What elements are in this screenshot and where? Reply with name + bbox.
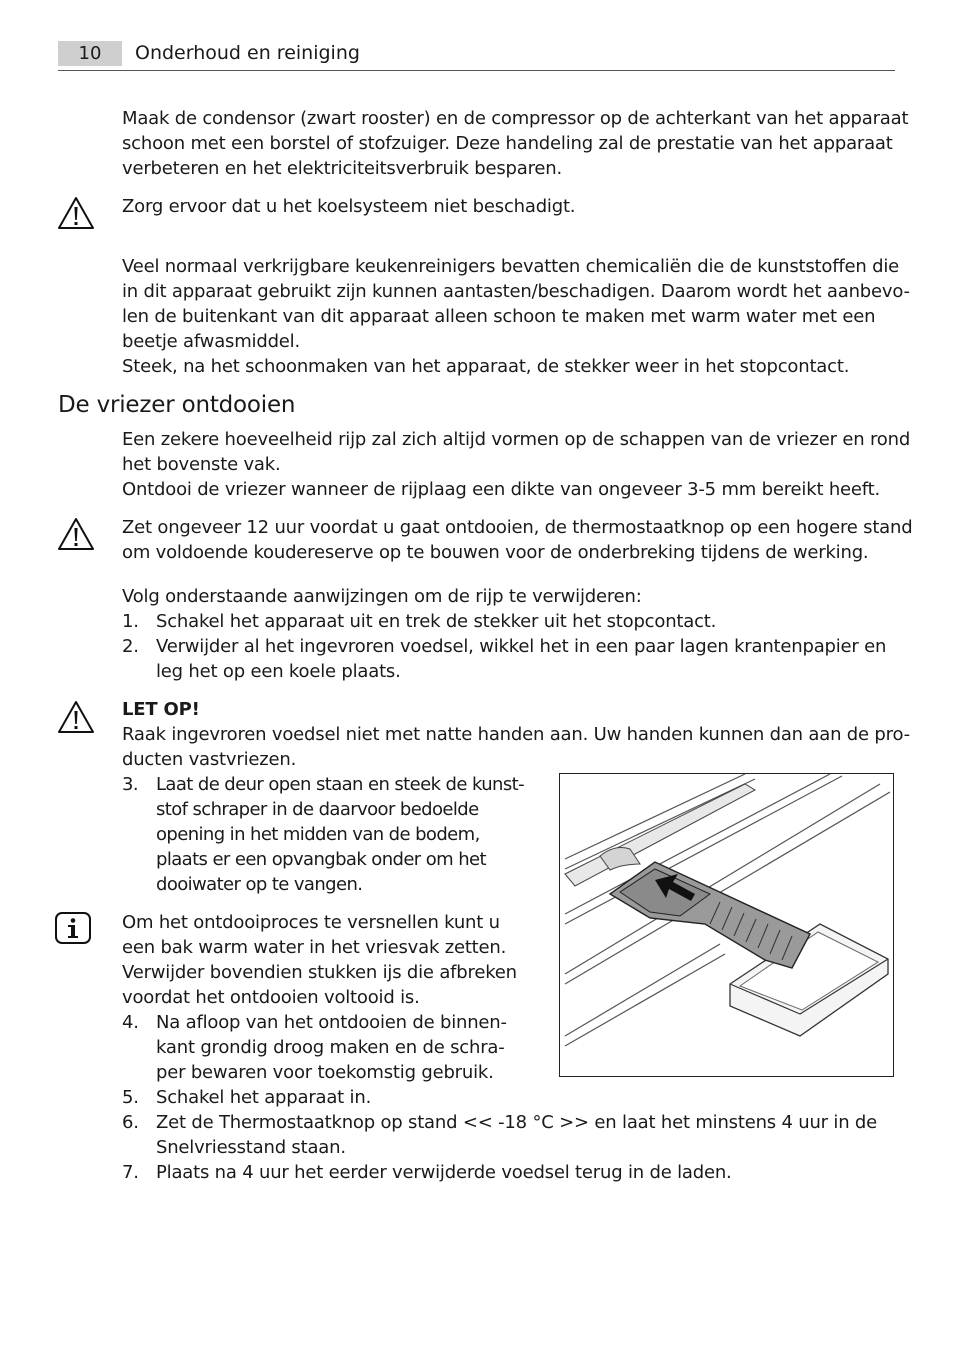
defrost-scraper-drawing	[560, 774, 893, 1076]
list-item	[122, 1010, 542, 1085]
text-line: Zet de Thermostaatknop op stand << -18 °C >> en laat het minstens 4 uur in de	[156, 1112, 878, 1133]
text-line: Steek, na het schoonmaken van het apparaat, de stekker weer in het stopcontact.	[122, 356, 850, 377]
text-line: plaats er een opvangbak onder om het	[156, 849, 486, 870]
text-line: beetje afwasmiddel.	[122, 331, 300, 352]
list-number: 1.	[122, 611, 139, 632]
list-item	[122, 1110, 902, 1160]
info-text	[122, 910, 542, 1085]
list-number: 6.	[122, 1112, 139, 1133]
text-line: Raak ingevroren voedsel niet met natte handen aan. Uw handen kunnen dan aan de pro-	[122, 724, 910, 745]
text-line: om voldoende koudereserve op te bouwen voor de onderbreking tijdens de werking.	[122, 542, 869, 563]
list-item	[122, 634, 902, 684]
list-number: 7.	[122, 1162, 139, 1183]
section-heading: De vriezer ontdooien	[58, 392, 296, 418]
list-item	[122, 1085, 902, 1110]
text-line: Zet ongeveer 12 uur voordat u gaat ontdooien, de thermostaatknop op een hogere stand	[122, 517, 913, 538]
defrost-intro-paragraph	[122, 427, 910, 502]
text-line: per bewaren voor toekomstig gebruik.	[156, 1062, 494, 1083]
cleaning-paragraph	[122, 254, 910, 379]
page-number: 10	[58, 41, 122, 66]
info-icon	[54, 911, 92, 945]
text-line: Schakel het apparaat uit en trek de stekker uit het stopcontact.	[156, 611, 717, 632]
text-line: verbeteren en het elektriciteitsverbruik besparen.	[122, 158, 562, 179]
list-item	[122, 609, 902, 634]
text-line: het bovenste vak.	[122, 454, 281, 475]
header-divider	[58, 70, 895, 71]
warning-triangle-icon	[57, 196, 95, 230]
section-header-title: Onderhoud en reiniging	[135, 42, 360, 64]
scraper-illustration	[559, 773, 894, 1077]
text-line: in dit apparaat gebruikt zijn kunnen aantasten/beschadigen. Daarom wordt het aanbevo-	[122, 281, 910, 302]
list-number: 4.	[122, 1012, 139, 1033]
text-line: kant grondig droog maken en de schra-	[156, 1037, 505, 1058]
list-number: 5.	[122, 1087, 139, 1108]
text-line: stof schraper in de daarvoor bedoelde	[156, 799, 479, 820]
warning-triangle-icon	[57, 700, 95, 734]
caution-block	[122, 697, 910, 772]
list-number: 2.	[122, 636, 139, 657]
text-line: schoon met een borstel of stofzuiger. Deze handeling zal de prestatie van het apparaat	[122, 133, 893, 154]
text-line: voordat het ontdooien voltooid is.	[122, 987, 420, 1008]
steps-block	[122, 584, 902, 684]
text-line: opening in het midden van de bodem,	[156, 824, 480, 845]
list-item	[122, 772, 542, 897]
text-line: Na afloop van het ontdooien de binnen-	[156, 1012, 507, 1033]
text-line: Maak de condensor (zwart rooster) en de compressor op de achterkant van het apparaat	[122, 108, 909, 129]
steps-block-final	[122, 1085, 902, 1185]
text-line: Om het ontdooiproces te versnellen kunt u	[122, 912, 500, 933]
text-line: dooiwater op te vangen.	[156, 874, 363, 895]
text-line: Snelvriesstand staan.	[156, 1137, 346, 1158]
list-number: 3.	[122, 774, 138, 795]
text-line: Verwijder al het ingevroren voedsel, wikkel het in een paar lagen krantenpapier en	[156, 636, 887, 657]
text-line: Verwijder bovendien stukken ijs die afbreken	[122, 962, 517, 983]
text-line: leg het op een koele plaats.	[156, 661, 401, 682]
text-line: Plaats na 4 uur het eerder verwijderde voedsel terug in de laden.	[156, 1162, 732, 1183]
text-line: Ontdooi de vriezer wanneer de rijplaag een dikte van ongeveer 3-5 mm bereikt heeft.	[122, 479, 880, 500]
text-line: Laat de deur open staan en steek de kunst-	[156, 774, 524, 795]
text-line: ducten vastvriezen.	[122, 749, 297, 770]
text-line: Veel normaal verkrijgbare keukenreinigers bevatten chemicaliën die de kunststoffen die	[122, 256, 900, 277]
warning-text	[122, 515, 912, 565]
list-item	[122, 1160, 902, 1185]
text-line: len de buitenkant van dit apparaat alleen schoon te maken met warm water met een	[122, 306, 876, 327]
steps-intro: Volg onderstaande aanwijzingen om de rijp te verwijderen:	[122, 586, 642, 607]
warning-text: Zorg ervoor dat u het koelsysteem niet beschadigt.	[122, 196, 576, 217]
text-line: Een zekere hoeveelheid rijp zal zich altijd vormen op de schappen van de vriezer en rond	[122, 429, 911, 450]
text-line: een bak warm water in het vriesvak zetten.	[122, 937, 507, 958]
caution-title: LET OP!	[122, 699, 200, 720]
warning-triangle-icon	[57, 517, 95, 551]
intro-paragraph	[122, 106, 908, 181]
text-line: Schakel het apparaat in.	[156, 1087, 372, 1108]
